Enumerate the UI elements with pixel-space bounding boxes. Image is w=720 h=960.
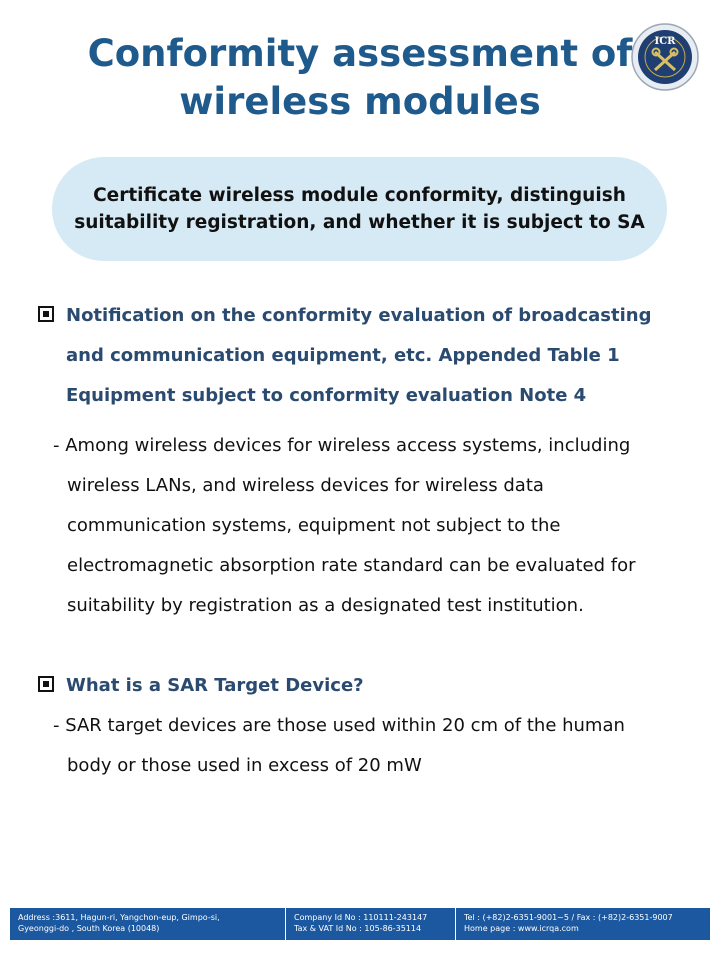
page-title-line-1: Conformity assessment of: [87, 32, 633, 75]
summary-line-2: suitability registration, and whether it is subject to SA: [74, 212, 645, 233]
footer-contact: [456, 908, 710, 940]
section-heading: [66, 666, 364, 706]
section-notification: [38, 296, 688, 626]
footer-bar: [10, 908, 710, 940]
icr-logo: [630, 22, 700, 92]
footer-address-line-2: Gyeonggi-do , South Korea (10048): [18, 924, 160, 933]
footer-address: [10, 908, 286, 940]
section-body: [53, 706, 688, 786]
footer-contact-line-1: Tel : (+82)2-6351-9001~5 / Fax : (+82)2-6351-9007: [464, 913, 673, 922]
icr-seal-icon: [630, 22, 700, 92]
heading-line: What is a SAR Target Device?: [66, 675, 364, 696]
body-line: wireless LANs, and wireless devices for wireless data: [67, 475, 544, 496]
body-line: electromagnetic absorption rate standard can be evaluated for: [67, 555, 636, 576]
section-sar: [38, 666, 688, 786]
square-bullet-icon: [38, 306, 54, 322]
page-title-line-2: wireless modules: [179, 80, 541, 123]
section-heading: [66, 296, 651, 416]
section-body: [53, 426, 688, 626]
body-line: suitability by registration as a designated test institution.: [67, 595, 584, 616]
footer-company-line-2: Tax & VAT Id No : 105-86-35114: [294, 924, 422, 933]
body-line: body or those used in excess of 20 mW: [67, 755, 422, 776]
body-line: - Among wireless devices for wireless access systems, including: [53, 435, 631, 456]
footer-company-line-1: Company Id No : 110111-243147: [294, 913, 428, 922]
footer-address-line-1: Address :3611, Hagun-ri, Yangchon-eup, Gimpo-si,: [18, 913, 220, 922]
heading-line: Notification on the conformity evaluation of broadcasting: [66, 305, 652, 326]
footer-company: [286, 908, 456, 940]
page-title: [60, 30, 660, 126]
body-line: communication systems, equipment not subject to the: [67, 515, 561, 536]
heading-line: and communication equipment, etc. Appended Table 1: [66, 345, 620, 366]
footer-contact-line-2: Home page : www.icrqa.com: [464, 924, 579, 933]
body-line: - SAR target devices are those used within 20 cm of the human: [53, 715, 625, 736]
summary-line-1: Certificate wireless module conformity, distinguish: [93, 185, 626, 206]
summary-banner: [52, 157, 667, 261]
heading-line: Equipment subject to conformity evaluation Note 4: [66, 385, 587, 406]
square-bullet-icon: [38, 676, 54, 692]
logo-text: ICR: [654, 36, 676, 47]
